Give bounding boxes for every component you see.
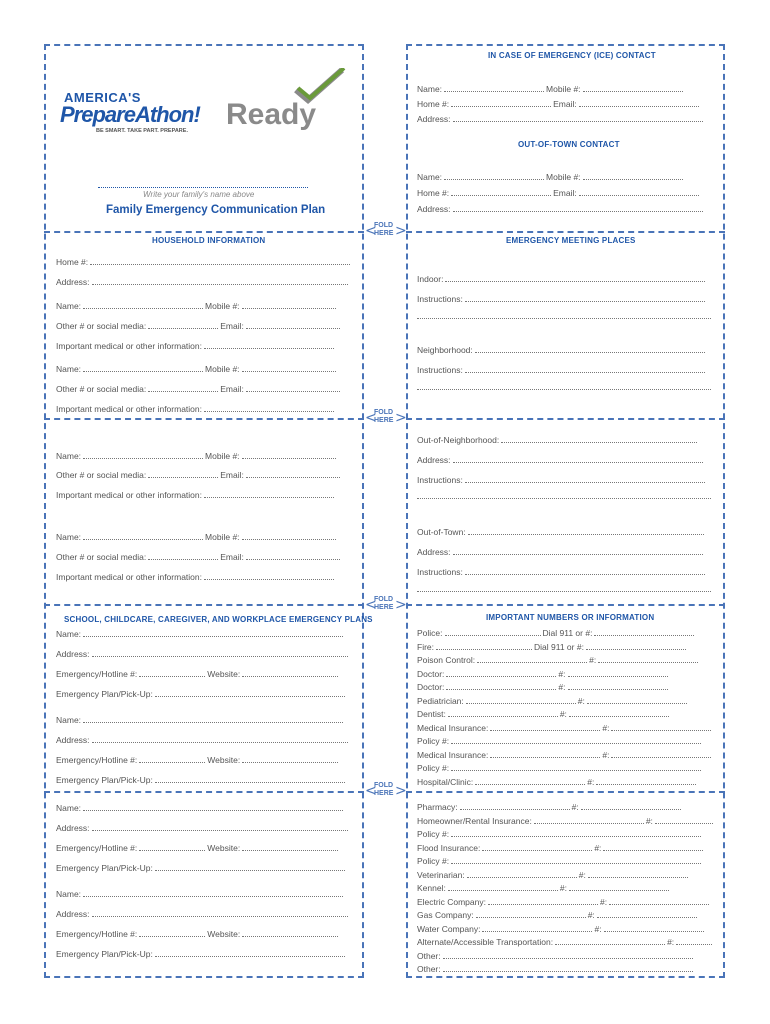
fold-line-1r xyxy=(406,231,725,233)
number-row[interactable]: Flood Insurance: #: xyxy=(417,842,713,853)
number-row[interactable]: Pediatrician: #: xyxy=(417,695,713,706)
number-row[interactable]: Policy #: xyxy=(417,762,713,773)
bottom-border-right xyxy=(406,976,725,978)
member-medical-row[interactable]: Important medical or other information: xyxy=(56,571,352,582)
family-plan-title: Family Emergency Communication Plan xyxy=(106,204,326,216)
number-row[interactable]: Doctor: #: xyxy=(417,668,713,679)
out-of-neighborhood-row[interactable]: Out-of-Neighborhood: xyxy=(417,434,713,445)
number-row[interactable]: Hospital/Clinic: #: xyxy=(417,776,713,787)
oot-address-row[interactable]: Address: xyxy=(417,203,713,214)
number-row[interactable]: Police: Dial 911 or #: xyxy=(417,627,713,638)
ice-home-email-row[interactable]: Home #: Email: xyxy=(417,98,713,109)
member-other-email-row[interactable]: Other # or social media: Email: xyxy=(56,551,352,562)
school-plan-row[interactable]: Emergency Plan/Pick-Up: xyxy=(56,948,352,959)
indoor-instructions-row[interactable]: Instructions: xyxy=(417,293,713,304)
fold-here-marker: < FOLD HERE > xyxy=(365,222,407,239)
top-border-right xyxy=(406,44,725,46)
member-name-mobile-row[interactable]: Name: Mobile #: xyxy=(56,450,352,461)
logo-prepareathon: PrepareAthon! xyxy=(60,102,200,127)
fold-line-4 xyxy=(44,791,364,793)
family-name-line[interactable] xyxy=(98,187,308,188)
bottom-border-left xyxy=(44,976,364,978)
household-home-row[interactable]: Home #: xyxy=(56,256,352,267)
member-name-mobile-row[interactable]: Name: Mobile #: xyxy=(56,300,352,311)
oon-instructions-line[interactable] xyxy=(417,498,711,499)
neighborhood-row[interactable]: Neighborhood: xyxy=(417,344,713,355)
school-name-row[interactable]: Name: xyxy=(56,628,352,639)
oon-instructions-row[interactable]: Instructions: xyxy=(417,474,713,485)
member-medical-row[interactable]: Important medical or other information: xyxy=(56,489,352,500)
oot-place-address-row[interactable]: Address: xyxy=(417,546,713,557)
number-row[interactable]: Kennel: #: xyxy=(417,882,713,893)
number-row[interactable]: Alternate/Accessible Transportation: #: xyxy=(417,936,713,947)
school-plan-row[interactable]: Emergency Plan/Pick-Up: xyxy=(56,688,352,699)
left-border xyxy=(44,44,46,978)
top-border-left xyxy=(44,44,364,46)
member-medical-row[interactable]: Important medical or other information: xyxy=(56,403,352,414)
member-name-mobile-row[interactable]: Name: Mobile #: xyxy=(56,531,352,542)
number-row[interactable]: Policy #: xyxy=(417,828,713,839)
ice-heading: IN CASE OF EMERGENCY (ICE) CONTACT xyxy=(488,51,656,60)
school-name-row[interactable]: Name: xyxy=(56,802,352,813)
school-plan-row[interactable]: Emergency Plan/Pick-Up: xyxy=(56,774,352,785)
indoor-instructions-line[interactable] xyxy=(417,318,711,319)
school-hotline-row[interactable]: Emergency/Hotline #: Website: xyxy=(56,754,352,765)
ice-name-mobile-row[interactable]: Name: Mobile #: xyxy=(417,83,713,94)
member-medical-row[interactable]: Important medical or other information: xyxy=(56,340,352,351)
fold-line-4r xyxy=(406,791,725,793)
out-of-town-place-row[interactable]: Out-of-Town: xyxy=(417,526,713,537)
numbers-heading: IMPORTANT NUMBERS OR INFORMATION xyxy=(486,613,655,622)
fold-line-3 xyxy=(44,604,364,606)
oot-name-mobile-row[interactable]: Name: Mobile #: xyxy=(417,171,713,182)
school-hotline-row[interactable]: Emergency/Hotline #: Website: xyxy=(56,668,352,679)
center-left-border xyxy=(362,44,364,978)
number-row[interactable]: Medical Insurance: #: xyxy=(417,722,713,733)
number-row[interactable]: Homeowner/Rental Insurance: #: xyxy=(417,815,713,826)
school-address-row[interactable]: Address: xyxy=(56,822,352,833)
indoor-row[interactable]: Indoor: xyxy=(417,273,713,284)
number-row[interactable]: Doctor: #: xyxy=(417,681,713,692)
member-other-email-row[interactable]: Other # or social media: Email: xyxy=(56,320,352,331)
school-address-row[interactable]: Address: xyxy=(56,648,352,659)
number-row[interactable]: Dentist: #: xyxy=(417,708,713,719)
member-other-email-row[interactable]: Other # or social media: Email: xyxy=(56,383,352,394)
fold-line-3r xyxy=(406,604,725,606)
oot-place-instructions-row[interactable]: Instructions: xyxy=(417,566,713,577)
logo-tagline: BE SMART. TAKE PART. PREPARE. xyxy=(96,128,188,134)
ready-wordmark: Ready xyxy=(226,98,317,131)
school-hotline-row[interactable]: Emergency/Hotline #: Website: xyxy=(56,928,352,939)
number-row[interactable]: Other: xyxy=(417,963,713,974)
oon-address-row[interactable]: Address: xyxy=(417,454,713,465)
oot-place-instructions-line[interactable] xyxy=(417,591,711,592)
school-plan-row[interactable]: Emergency Plan/Pick-Up: xyxy=(56,862,352,873)
family-name-placeholder: Write your family's name above xyxy=(143,190,255,199)
ready-logo xyxy=(226,68,346,138)
neighborhood-instructions-line[interactable] xyxy=(417,389,711,390)
logo-americas: AMERICA'S xyxy=(64,90,141,105)
number-row[interactable]: Other: xyxy=(417,950,713,961)
meeting-heading: EMERGENCY MEETING PLACES xyxy=(506,236,636,245)
number-row[interactable]: Water Company: #: xyxy=(417,923,713,934)
right-border xyxy=(723,44,725,978)
number-row[interactable]: Pharmacy: #: xyxy=(417,801,713,812)
out-of-town-heading: OUT-OF-TOWN CONTACT xyxy=(518,140,620,149)
neighborhood-instructions-row[interactable]: Instructions: xyxy=(417,364,713,375)
fold-here-marker: < FOLD HERE > xyxy=(365,782,407,799)
school-heading: SCHOOL, CHILDCARE, CAREGIVER, AND WORKPLACE EMERGENCY PLANS xyxy=(64,615,373,624)
member-other-email-row[interactable]: Other # or social media: Email: xyxy=(56,469,352,480)
fold-line-2r xyxy=(406,418,725,420)
number-row[interactable]: Veterinarian: #: xyxy=(417,869,713,880)
fold-here-marker: < FOLD HERE > xyxy=(365,596,407,613)
household-address-row[interactable]: Address: xyxy=(56,276,352,287)
school-name-row[interactable]: Name: xyxy=(56,714,352,725)
number-row[interactable]: Policy #: xyxy=(417,735,713,746)
prepareathon-logo xyxy=(60,90,210,140)
household-heading: HOUSEHOLD INFORMATION xyxy=(152,236,266,245)
fold-here-marker: < FOLD HERE > xyxy=(365,409,407,426)
number-row[interactable]: Policy #: xyxy=(417,855,713,866)
school-hotline-row[interactable]: Emergency/Hotline #: Website: xyxy=(56,842,352,853)
number-row[interactable]: Poison Control: #: xyxy=(417,654,713,665)
member-name-mobile-row[interactable]: Name: Mobile #: xyxy=(56,363,352,374)
school-address-row[interactable]: Address: xyxy=(56,734,352,745)
ice-address-row[interactable]: Address: xyxy=(417,113,713,124)
number-row[interactable]: Medical Insurance: #: xyxy=(417,749,713,760)
number-row[interactable]: Electric Company: #: xyxy=(417,896,713,907)
school-address-row[interactable]: Address: xyxy=(56,908,352,919)
fold-line-1 xyxy=(44,231,364,233)
center-right-border xyxy=(406,44,408,978)
school-name-row[interactable]: Name: xyxy=(56,888,352,899)
oot-home-email-row[interactable]: Home #: Email: xyxy=(417,187,713,198)
number-row[interactable]: Gas Company: #: xyxy=(417,909,713,920)
number-row[interactable]: Fire: Dial 911 or #: xyxy=(417,641,713,652)
fold-line-2 xyxy=(44,418,364,420)
